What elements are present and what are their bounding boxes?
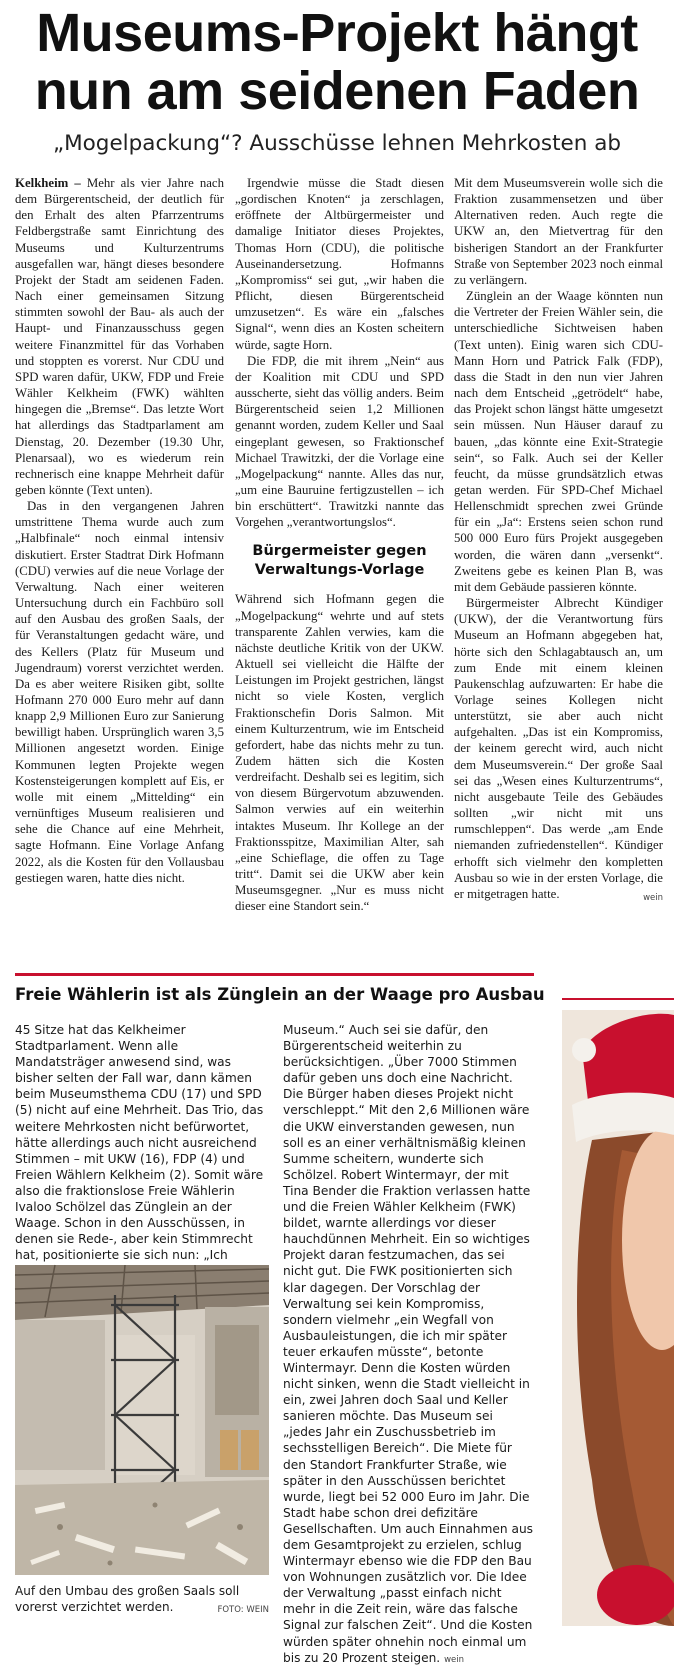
article-column-3 xyxy=(454,175,663,906)
article-column-2 xyxy=(235,175,444,915)
paragraph-text: Mehr als vier Jahre nach dem Bürgerentscheid, der deutlich für den Erhalt des alten Pfarrzentrums Feldbergstraße samt Einrichtung des Museums und Kulturzentrums ausgefallen war, hängt dieses besondere Projekt der Stadt am seidenen Faden. Nach einer gemeinsamen Sitzung stimmten sowohl der Bau- als auch der Haupt- und Finanzausschuss gegen weitere Finanzmittel für das Vorhaben und stoppten es vorerst. Nur CDU und SPD waren dafür, UKW, FDP und Freie Wähler Kelkheim (FWK) wählten hingegen die „Bremse“. Das letzte Wort hat allerdings das Stadtparlament am Dienstag, 20. Dezember (19.30 Uhr, Plenarsaal), wo es wiederum rein rechnerisch eine knappe Mehrheit dafür geben könnte (Text unten). xyxy=(15,176,224,497)
box-headline: Freie Wählerin ist als Zünglein an der Waage pro Ausbau xyxy=(15,985,545,1004)
photo-hall-scaffolding xyxy=(15,1265,269,1575)
section-subheading: Bürgermeister gegen Verwaltungs-Vorlage xyxy=(252,543,427,579)
article-paragraph: Mit dem Museumsverein wolle sich die Fraktion zusammensetzen und über Alternativen reden. Auch regte die UKW an, den Mietvertrag für den bisherigen Standort an der Frankfurter Straße von September 2023 noch einmal zu verlängern. xyxy=(454,176,663,287)
section-divider xyxy=(15,973,534,976)
photo-credit: FOTO: WEIN xyxy=(217,1605,269,1615)
article-paragraph: Während sich Hofmann gegen die „Mogelpackung“ wehrte und auf stets transparente Zahlen verwies, kam die nächste deutliche Kritik von der UKW. Aktuell sei vielleicht die Hälfte der Leistungen im Projekt gestrichen, längst nicht so viele Kosten, verglich Fraktionschefin Doris Salmon. Mit einem Kulturzentrum, wie im Entscheid gefordert, habe das nichts mehr zu tun. Zudem hätten sich die Kosten verdreifacht. Deshalb sei es legitim, sich von diesem Bürgervotum abzuwenden. Salmon verwies auf ein weiterhin intaktes Museum. Ihr Kollege an der Fraktionsspitze, Maximilian Alter, sah „eine Schieflage, die offen zu Tage tritt“. Damit sei die UKW aber kein Museumsgegner. „Nur es muss nicht dieser eine Standort sein.“ xyxy=(235,592,444,914)
article-paragraph: Die FDP, die mit ihrem „Nein“ aus der Koalition mit CDU und SPD ausscherte, sieht das völlig anders. Beim Bürgerentscheid seien 1,2 Millionen genannt worden, zudem Keller und Saal eingeplant gewesen, so Fraktionschef Michael Trawitzki, der die Vorlage eine „Mogelpackung“ nannte. Alles das nur, „um eine Bauruine fertigzustellen – ich bin erschüttert“. Trawitzki nannte das Vorgehen „verantwortungslos“. xyxy=(235,353,444,530)
headline-line-1: Museums-Projekt hängt xyxy=(36,3,638,63)
author-signature: wein xyxy=(643,892,663,903)
article-paragraph: Das in den vergangenen Jahren umstrittene Thema wurde auch zum „Halbfinale“ noch einmal intensiv diskutiert. Erster Stadtrat Dirk Hofmann (CDU) verwies auf die neue Vorlage der Verwaltung. Nach einer weiteren Untersuchung durch ein Fachbüro soll auf den Ausbau des großen Saals, der für Veranstaltungen gedacht wäre, und des Kellers (Platz für Museum und Jugendraum) vorerst verzichtet werden. Da es aber weitere Risiken gibt, sollte Hofmann 270 000 Euro mehr auf dann knapp 2,9 Millionen Euro zur Sanierung bewilligt haben. Ursprünglich waren 3,5 Millionen angesetzt worden. Einige Kommunen legten Projekte wegen Kostensteigerungen komplett auf Eis, er wolle mit einem „Mittelding“ ein vernünftiges Museum realisieren und sehe die Chance auf eine Mehrheit, sagte Hofmann. Eine Vorlage Anfang 2022, als die Kosten für den Vollausbau gestiegen waren, hatte dies nicht. xyxy=(15,499,224,885)
headline-line-2: nun am seidenen Faden xyxy=(34,61,640,121)
dateline: Kelkheim – xyxy=(15,176,81,190)
advertisement-image xyxy=(562,1010,674,1626)
article-paragraph: Irgendwie müsse die Stadt diesen „gordischen Knoten“ ja zerschlagen, eröffnete der Altbürgermeister und damalige Initiator dieses Projektes, Thomas Horn (CDU), die politische Auseinandersetzung. Hofmanns „Kompromiss“ sei gut, „wir haben die Pflicht, diesen Bürgerentscheid umzusetzen“. Es wäre ein „falsches Signal“, wenn dies an Kosten scheitern würde, sagte Horn. xyxy=(235,176,444,352)
article-paragraph xyxy=(454,595,663,902)
box-paragraph: Museum.“ Auch sei sie dafür, den Bürgerentscheid weiterhin zu berücksichtigen. „Über 7000 Stimmen dafür geben uns doch eine Nachricht. Die Bürger haben dieses Projekt nicht verschleppt.“ Mit den 2,6 Millionen wäre die UKW einverstanden gewesen, nun soll es an einer verhältnismäßig kleinen Summe scheitern, wunderte sich Schölzel. Robert Wintermayr, der mit Tina Bender die Fraktion verlassen hatte und die Freien Wähler Kelkheim (FWK) bildet, warnte allerdings vor dieser hauchdünnen Mehrheit. Ein so wichtiges Projekt daran festzumachen, das sei nicht gut. Die FWK positionierten sich klar dagegen. Der Vorschlag der Verwaltung sei kein Kompromiss, sondern vielmehr „ein Wegfall von Ausbauleistungen, die ich mir später teuer erkaufen müsste“, betonte Wintermayr. Denn die Kosten würden nicht sinken, wenn die Stadt vielleicht in ein, zwei Jahren doch Saal und Keller sanieren möchte. Das Museum sei „jedes Jahr ein Zuschussbetrieb im sechsstelligen Bereich“. Die Miete für den Standort Frankfurter Straße, wie später in den Ausschüssen berichtet wurde, liegt bei 52 000 Euro im Jahr. Die Stadt habe schon drei defizitäre Gesellschaften. Um auch Einnahmen aus dem Gesamtprojekt zu erzielen, schlug Wintermayr ebenso wie die FDP den Bau von Wohnungen zusätzlich vor. Die Idee der Verwaltung „passt einfach nicht mehr in die Zeit rein, wäre das falsche Signal zur falschen Zeit“. Und die Kosten würden später ohnehin noch einmal um bis zu 20 Prozent steigen. xyxy=(283,1023,534,1665)
paragraph-text: Bürgermeister Albrecht Kündiger (UKW), der die Verantwortung fürs Museum an Hofmann abgegeben hat, hörte sich den Schlagabtausch an, um zum Ende mit einem kleinen Paukenschlag aufzuwarten: Er habe die Vorlage seines Kollegen nicht unterstützt, sie aber auch nicht aufgehalten. „Das ist ein Kompromiss, der keinem gerecht wird, auch nicht dem Museumsverein.“ Der große Saal sei das „Wesen eines Kulturzentrums“, nicht ausgebaute Teile des Gebäudes sollten „wir nicht mit uns rumschleppen“. Das werde „am Ende niemanden zufriedenstellen“. Kündiger erhofft sich vielmehr den kompletten Ausbau so wie in der ersten Vorlage, die er mitgetragen hatte. xyxy=(454,596,663,901)
article-paragraph: Zünglein an der Waage könnten nun die Vertreter der Freien Wähler sein, die unterschiedliche Sichtweisen haben (Text unten). Einig waren sich CDU-Mann Horn und Patrick Falk (FDP), dass die Stadt in den nun vier Jahren nach dem Entscheid „getrödelt“ habe, das Projekt schon längst hätte umgesetzt sein müssen. Nun Häuser darauf zu bauen, „das könnte eine Exit-Strategie sein“, so Falk. Auch sei der Keller feucht, da müsse grundsätzlich etwas getan werden. Für SPD-Chef Michael Hellenschmidt sprechen zwei Gründe für ein „Ja“: Erstens seien schon rund 500 000 Euro fürs Projekt ausgegeben worden, die wären dann „versenkt“. Zweitens gebe es keinen Plan B, was mit dem Gebäude passieren könnte. xyxy=(454,289,663,594)
photo-caption xyxy=(15,1583,269,1618)
box-column-2 xyxy=(283,1022,535,1668)
photo-illustration xyxy=(15,1265,269,1575)
article-column-1 xyxy=(15,175,224,886)
ad-divider xyxy=(562,998,674,1000)
box-column-1: 45 Sitze hat das Kelkheimer Stadtparlament. Wenn alle Mandatsträger anwesend sind, was bisher selten der Fall war, dann kämen beim Museumsthema CDU (17) und SPD (5) nicht auf eine Mehrheit. Das Trio, das weitere Mehrkosten nicht befürwortet, hätte allerdings auch nicht ausreichend Stimmen – mit UKW (16), FDP (4) und Freien Wählern Kelkheim (2). Somit wäre also die fraktionslose Freie Wählerin Ivaloo Schölzel das Zünglein an der Waage. Schon in den Ausschüssen, in denen sie Rede-, aber kein Stimmrecht hat, positionierte sie sich nun: „Ich xyxy=(15,1023,264,1263)
caption-text: Auf den Umbau des großen Saals soll vorerst verzichtet werden. xyxy=(15,1584,240,1614)
subheadline: „Mogelpackung“? Ausschüsse lehnen Mehrkosten ab xyxy=(52,131,622,156)
box-signature: wein xyxy=(444,1654,464,1665)
article-paragraph xyxy=(15,175,224,498)
ad-illustration xyxy=(562,1010,674,1626)
headline xyxy=(0,4,674,120)
